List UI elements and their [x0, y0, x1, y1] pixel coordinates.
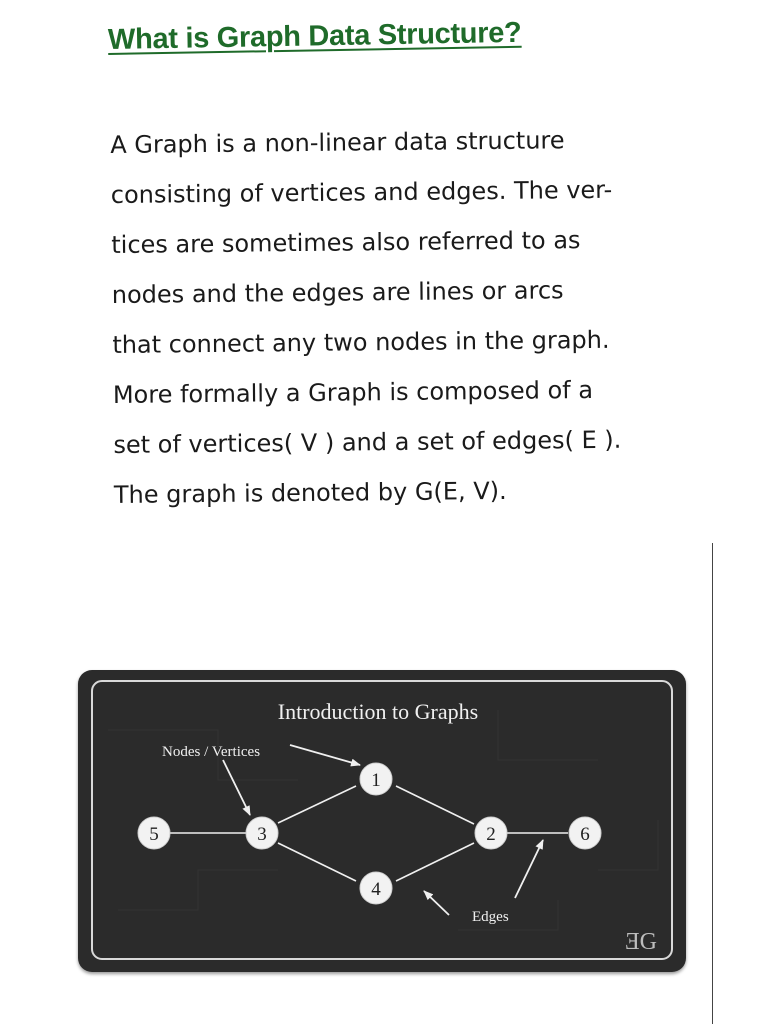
arrow-to-edge-4-2	[424, 891, 449, 915]
arrow-to-node-1	[290, 745, 360, 765]
body-line: tices are sometimes also referred to as	[111, 226, 581, 259]
node-label: 3	[257, 824, 267, 845]
graph-node-3	[246, 817, 278, 849]
gfg-logo: ƎG	[625, 929, 657, 955]
edge-3-4	[278, 843, 356, 881]
node-label: 5	[149, 824, 159, 845]
edges-label: Edges	[472, 909, 509, 925]
node-label: 4	[371, 879, 381, 900]
nodes-vertices-label: Nodes / Vertices	[162, 744, 261, 760]
graph-node-5	[138, 817, 170, 849]
body-line: that connect any two nodes in the graph.	[112, 325, 610, 359]
node-label: 2	[486, 824, 496, 845]
graph-node-6	[569, 817, 601, 849]
graph-edges	[170, 786, 568, 881]
body-line: nodes and the edges are lines or arcs	[111, 276, 564, 309]
edge-3-1	[278, 786, 356, 823]
figure-title: Introduction to Graphs	[277, 699, 479, 724]
graph-figure	[78, 670, 686, 972]
node-label: 6	[580, 824, 590, 845]
page-title: What is Graph Data Structure?	[107, 16, 522, 56]
body-line: set of vertices( V ) and a set of edges( E ).	[113, 425, 622, 459]
node-label: 1	[371, 770, 381, 791]
edge-4-2	[396, 843, 474, 881]
page-divider	[712, 543, 713, 1024]
article-body	[110, 114, 674, 520]
graph-node-4	[360, 872, 392, 904]
body-line: consisting of vertices and edges. The ver-	[110, 175, 613, 209]
graph-node-1	[360, 763, 392, 795]
body-line: The graph is denoted by G(E, V).	[113, 476, 507, 509]
arrow-to-edge-2-6	[515, 840, 543, 898]
arrow-to-node-3	[223, 760, 250, 815]
graph-node-2	[475, 817, 507, 849]
graph-diagram	[78, 670, 686, 972]
edge-1-2	[396, 786, 474, 824]
body-line: A Graph is a non-linear data structure	[110, 126, 565, 159]
body-line: More formally a Graph is composed of a	[112, 375, 594, 409]
